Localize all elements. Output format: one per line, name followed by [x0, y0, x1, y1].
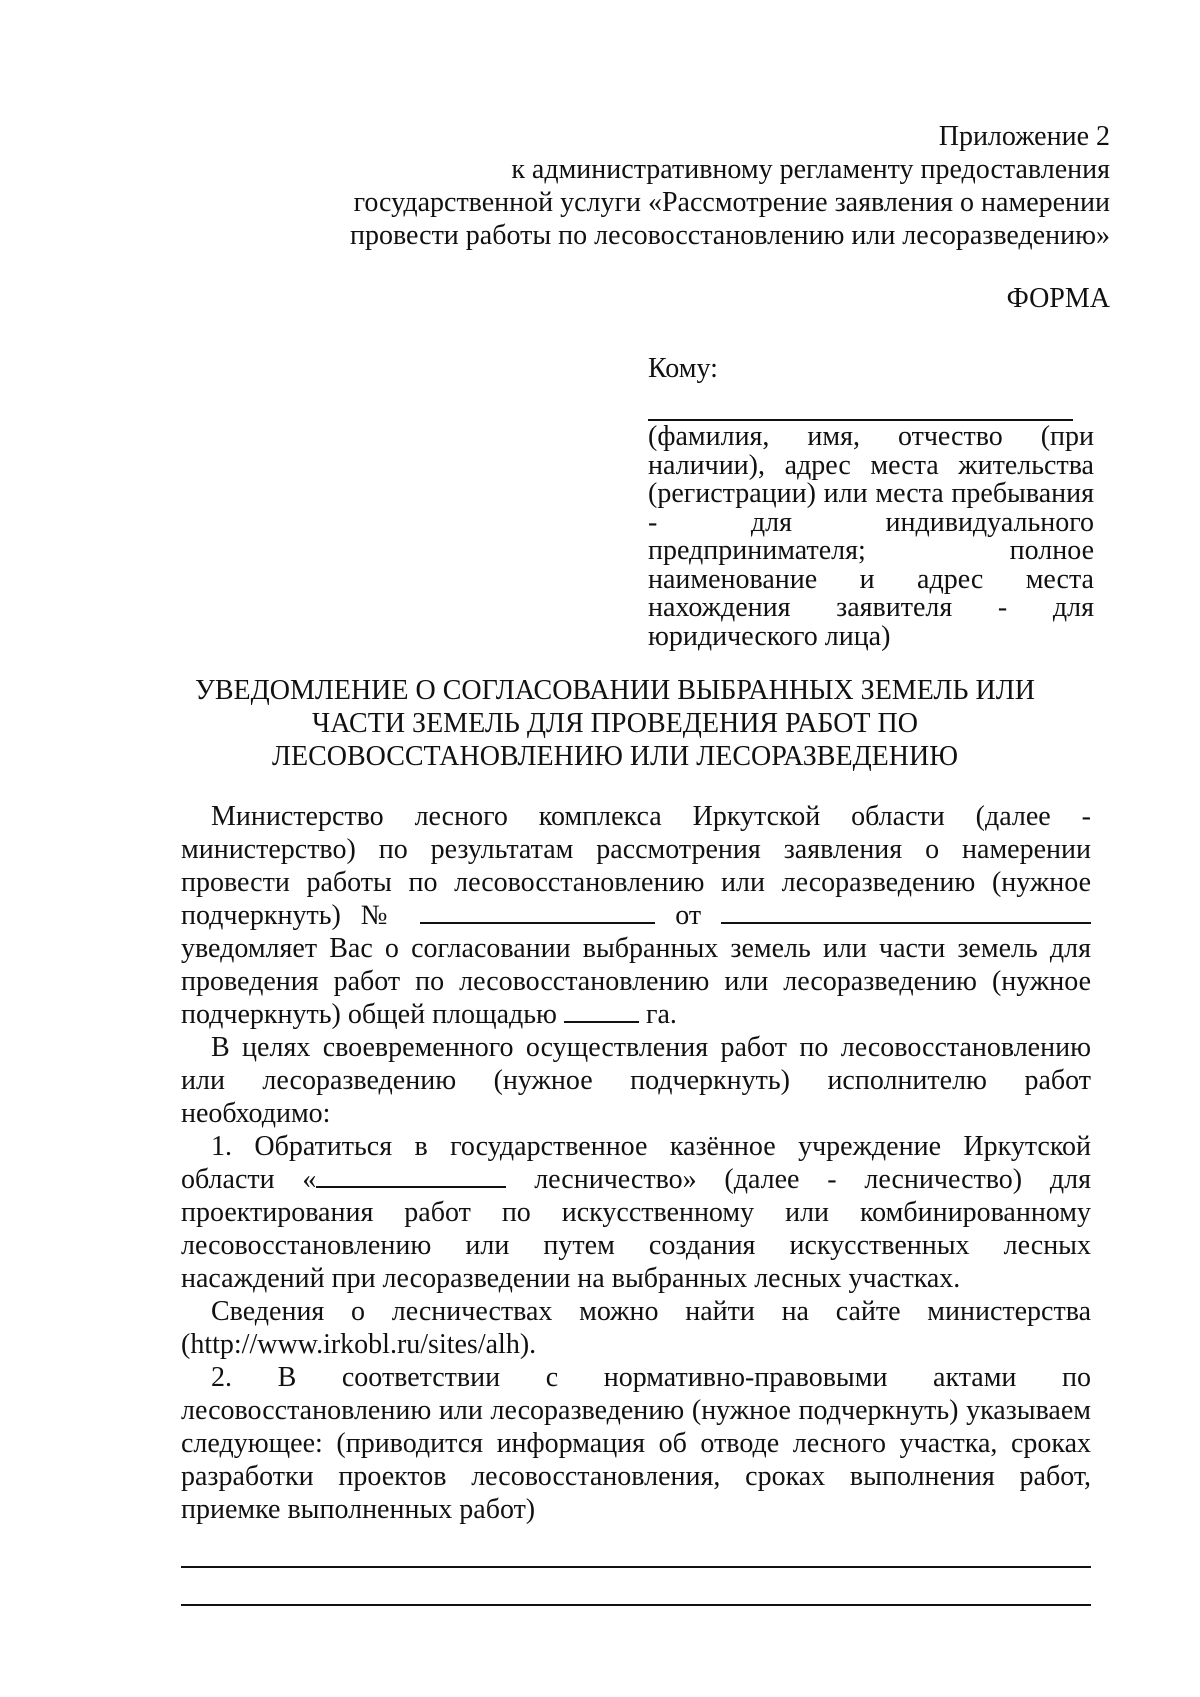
paragraph-notification-text-2: уведомляет Вас о согласовании выбранных земель или части земель для проведения работ по лесовосстановлению или лесоразведению (нужное подчеркнуть) общей площадью: [181, 933, 1091, 1030]
addressee-blank-line: [648, 385, 1073, 421]
form-label: ФОРМА: [1006, 283, 1110, 314]
appendix-reference-line-3: провести работы по лесовосстановлению или лесоразведению»: [349, 220, 1110, 251]
paragraph-item-1: [181, 1130, 1091, 1295]
paragraph-notification-from: от: [675, 900, 702, 931]
appendix-header: [290, 120, 1110, 252]
application-number-blank: [420, 900, 655, 924]
appendix-reference-line-2: государственной услуги «Рассмотрение заявления о намерении: [353, 187, 1110, 218]
paragraph-item-1-text-1: 1. Обратиться в государственное казённое учреждение Иркутской области «: [181, 1131, 1091, 1195]
document-body: [181, 800, 1091, 1526]
appendix-reference-line-1: к административному регламенту предоставления: [511, 154, 1110, 185]
document-title: [150, 674, 1080, 773]
paragraph-item-2: 2. В соответствии с нормативно-правовыми актами по лесовосстановлению или лесоразведению (нужное подчеркнуть) указываем следующее: (приводится информация об отводе лесного участка, сроках разработки проектов лесовосстановления, сроках выполнения работ, приемке выполненных работ): [181, 1362, 1091, 1525]
paragraph-requirements: В целях своевременного осуществления работ по лесовосстановлению или лесоразведению (нужное подчеркнуть) исполнителю работ необходимо:: [181, 1032, 1091, 1129]
application-date-blank: [721, 900, 1091, 924]
title-line-3: ЛЕСОВОССТАНОВЛЕНИЮ ИЛИ ЛЕСОРАЗВЕДЕНИЮ: [271, 741, 959, 772]
paragraph-notification-text-1: Министерство лесного комплекса Иркутской области (далее - министерство) по результатам рассмотрения заявления о намерении провести работы по лесовосстановлению или лесоразведению (нужное подчеркнуть) №: [181, 801, 1091, 931]
forestry-name-blank: [316, 1164, 506, 1188]
addressee-block: [648, 352, 1094, 651]
info-blank-line-1: [181, 1566, 1091, 1568]
appendix-number: Приложение 2: [938, 121, 1110, 152]
addressee-label: Кому:: [648, 353, 718, 384]
title-line-2: ЧАСТИ ЗЕМЕЛЬ ДЛЯ ПРОВЕДЕНИЯ РАБОТ ПО: [312, 708, 918, 739]
total-area-blank: [564, 999, 639, 1023]
info-blank-line-2: [181, 1604, 1091, 1606]
paragraph-item-1-text-2: лесничество» (далее - лесничество) для проектирования работ по искусственному или комбинированному лесовосстановлению или путем создания искусственных лесных насаждений при лесоразведении на выбранных лесных участках.: [181, 1164, 1091, 1294]
title-line-1: УВЕДОМЛЕНИЕ О СОГЛАСОВАНИИ ВЫБРАННЫХ ЗЕМЕЛЬ ИЛИ: [195, 675, 1035, 706]
area-unit: га.: [645, 999, 677, 1030]
addressee-note: (фамилия, имя, отчество (при наличии), адрес места жительства (регистрации) или места пребывания - для индивидуального предпринимателя; полное наименование и адрес места нахождения заявителя - для юридического лица): [648, 421, 1094, 652]
paragraph-website-info: Сведения о лесничествах можно найти на сайте министерства (http://www.irkobl.ru/sites/alh).: [181, 1296, 1091, 1360]
paragraph-notification: [181, 800, 1091, 1031]
